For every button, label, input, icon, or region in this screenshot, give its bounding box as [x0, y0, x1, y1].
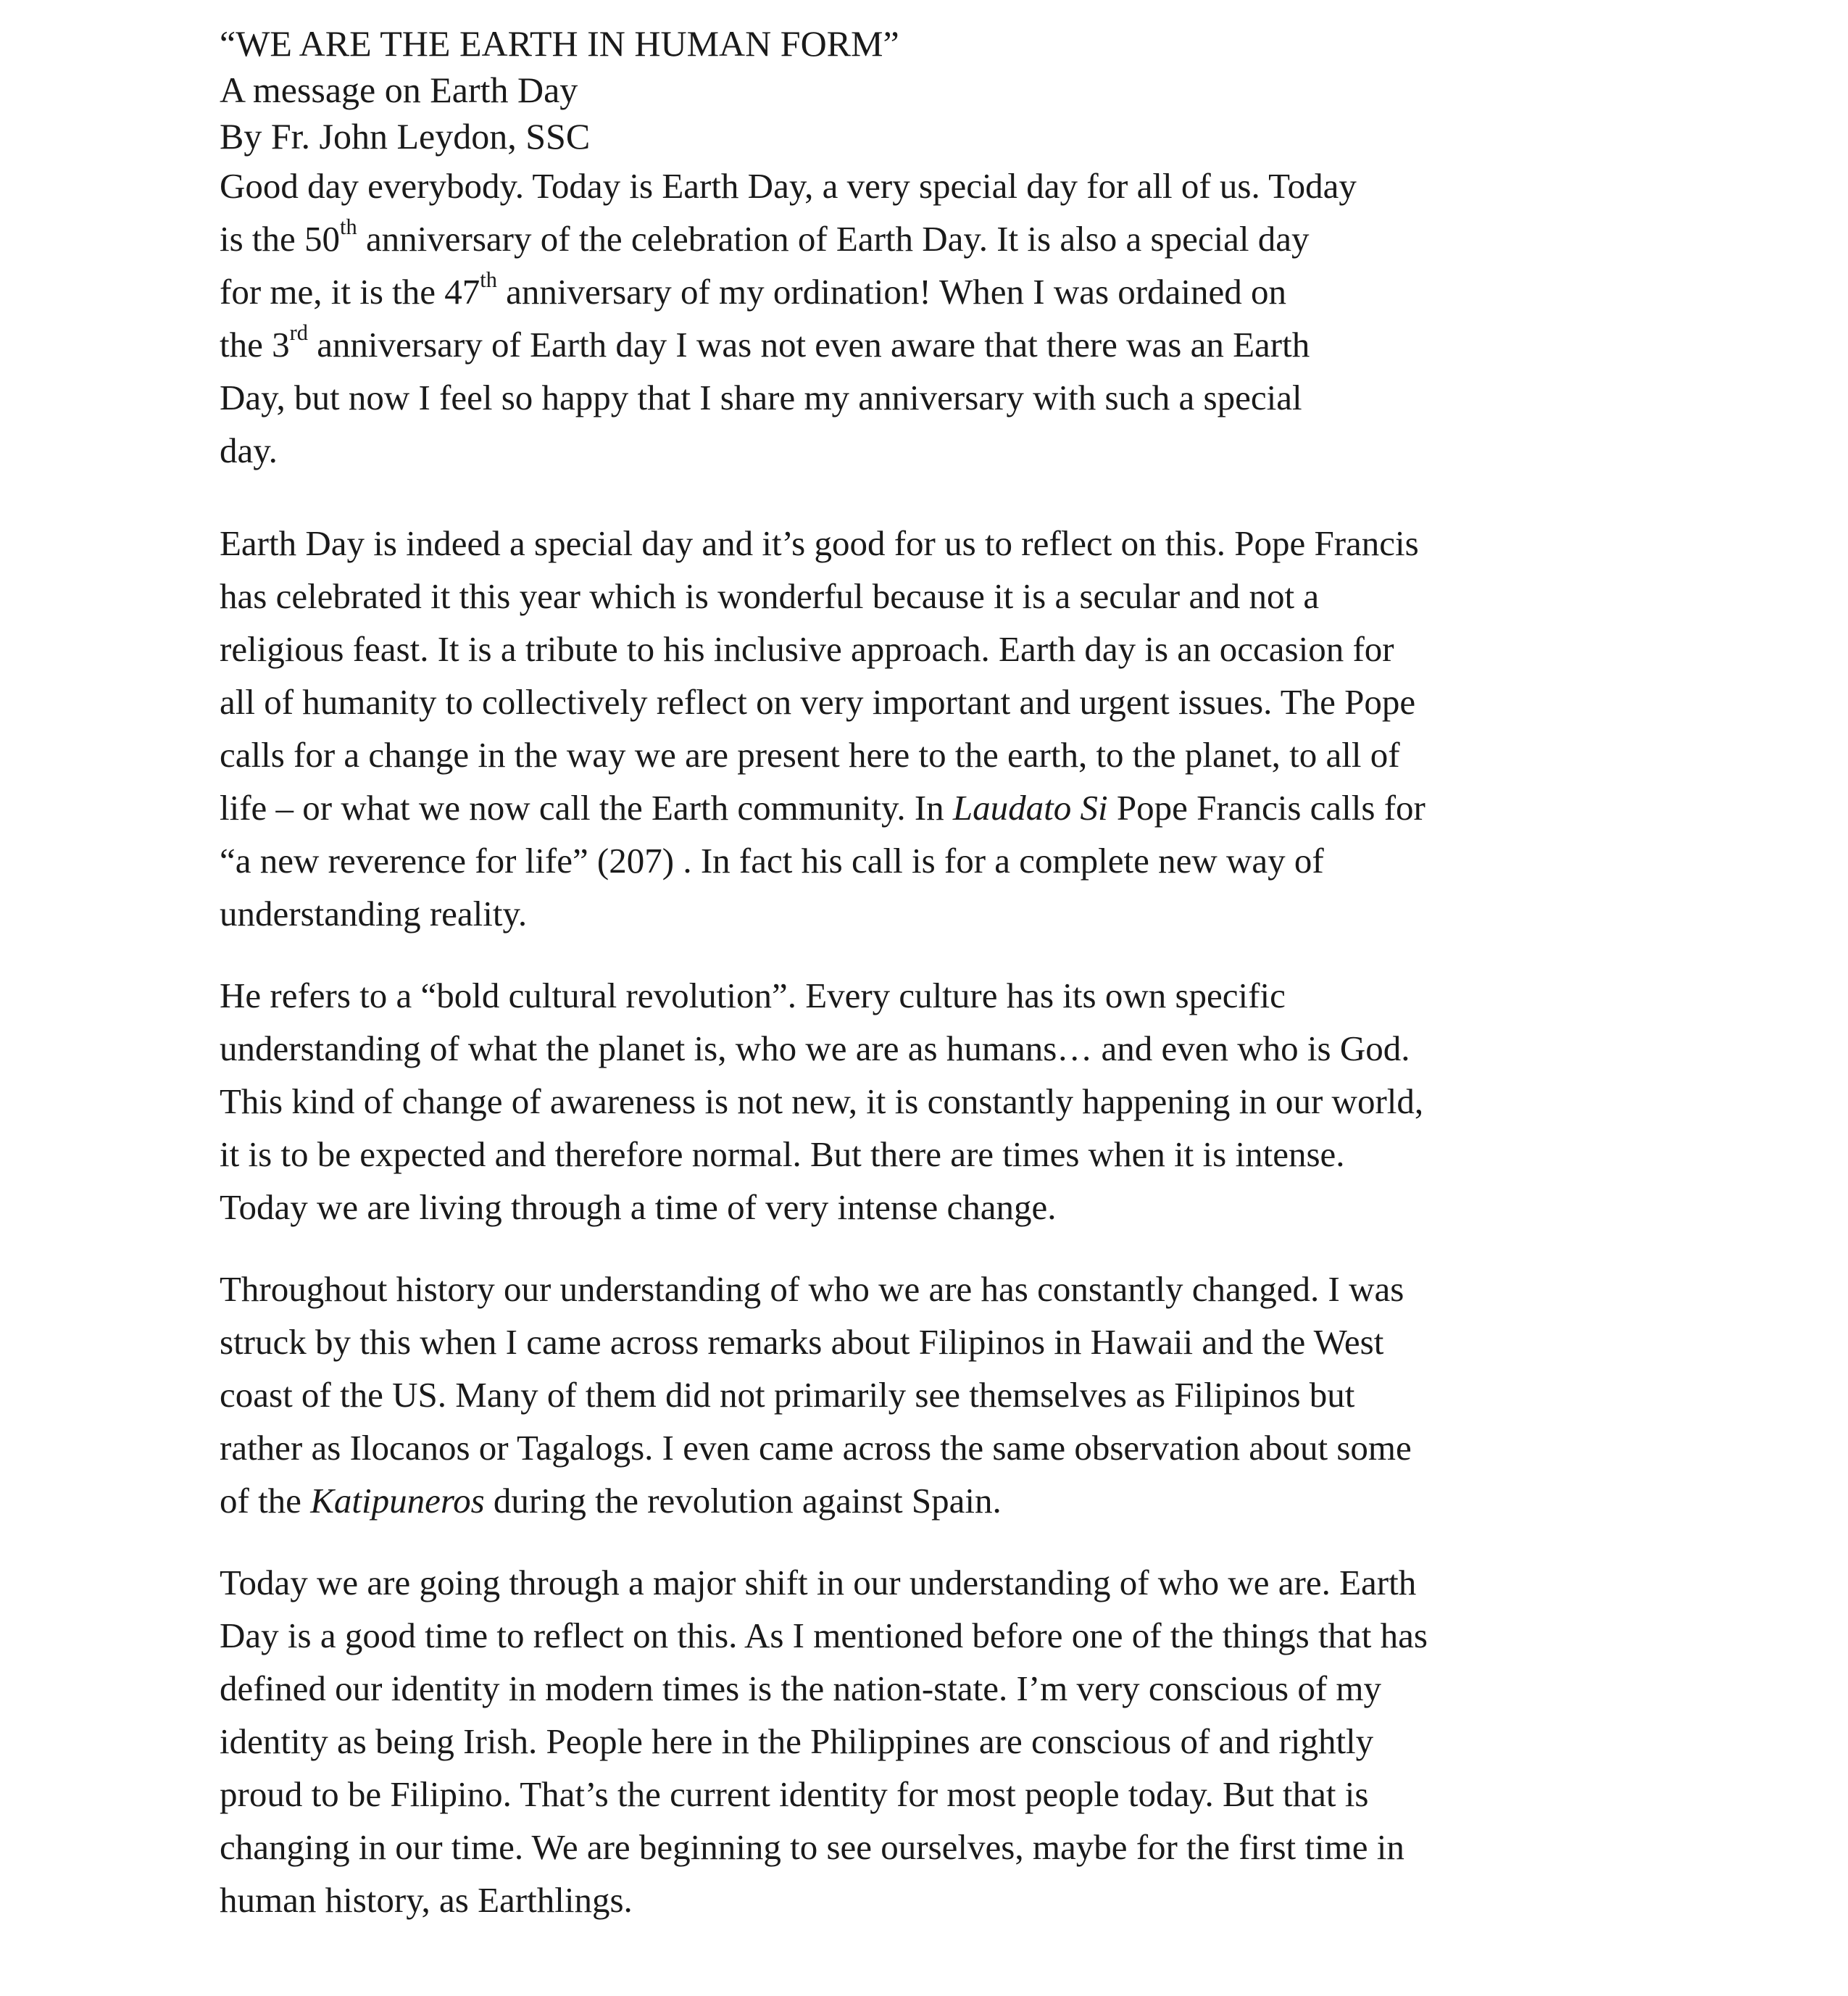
text-line: changing in our time. We are beginning to see ourselves, maybe for the first time in — [220, 1827, 1404, 1867]
text-line: has celebrated it this year which is wonderful because it is a secular and not a — [220, 576, 1320, 616]
text-line: coast of the US. Many of them did not primarily see themselves as Filipinos but — [220, 1375, 1355, 1415]
text-line: Day is a good time to reflect on this. As I mentioned before one of the things that has — [220, 1615, 1428, 1655]
paragraph-cultural-revolution — [220, 969, 1640, 1234]
italic-title: Laudato Si — [952, 788, 1108, 828]
text-line: Good day everybody. Today is Earth Day, a very special day for all of us. Today — [220, 166, 1357, 206]
text-line: Today we are going through a major shift in our understanding of who we are. Earth — [220, 1563, 1417, 1602]
paragraph-identity — [220, 1556, 1640, 1926]
text-line: Today we are living through a time of very intense change. — [220, 1187, 1057, 1227]
text-line: Earth Day is indeed a special day and it’s good for us to reflect on this. Pope Francis — [220, 523, 1419, 563]
text-line: Throughout history our understanding of who we are has constantly changed. I was — [220, 1269, 1404, 1309]
ordinal-suffix: rd — [289, 320, 308, 346]
text-line: rather as Ilocanos or Tagalogs. I even came across the same observation about some — [220, 1428, 1412, 1468]
text-line: day. — [220, 431, 278, 470]
paragraph-intro — [220, 159, 1640, 477]
document-byline: By Fr. John Leydon, SSC — [220, 116, 591, 157]
document-subtitle: A message on Earth Day — [220, 70, 578, 110]
text-line: struck by this when I came across remarks about Filipinos in Hawaii and the West — [220, 1322, 1384, 1362]
document-title: “WE ARE THE EARTH IN HUMAN FORM” — [220, 23, 899, 64]
text-line: understanding of what the planet is, who we are as humans… and even who is God. — [220, 1028, 1410, 1068]
text-line: “a new reverence for life” (207) . In fact his call is for a complete new way of — [220, 841, 1324, 881]
text-line: proud to be Filipino. That’s the current identity for most people today. But that is — [220, 1774, 1369, 1814]
document-header — [220, 20, 1640, 159]
text-line: This kind of change of awareness is not new, it is constantly happening in our world, — [220, 1081, 1424, 1121]
text-line: it is to be expected and therefore normal. But there are times when it is intense. — [220, 1134, 1345, 1174]
text-line: of the Katipuneros during the revolution against Spain. — [220, 1481, 1002, 1521]
text-line: understanding reality. — [220, 894, 528, 933]
text-line: for me, it is the 47th anniversary of my ordination! When I was ordained on — [220, 267, 1286, 312]
ordinal-suffix: th — [340, 215, 357, 240]
text-line: is the 50th anniversary of the celebration of Earth Day. It is also a special day — [220, 215, 1310, 259]
text-line: identity as being Irish. People here in the Philippines are conscious of and rightly — [220, 1721, 1374, 1761]
paragraph-earth-day — [220, 517, 1640, 940]
ordinal-suffix: th — [480, 267, 497, 293]
text-line: the 3rd anniversary of Earth day I was not even aware that there was an Earth — [220, 320, 1310, 365]
text-line: all of humanity to collectively reflect on very important and urgent issues. The Pope — [220, 682, 1416, 722]
paragraph-history — [220, 1263, 1640, 1527]
text-line: calls for a change in the way we are present here to the earth, to the planet, to all of — [220, 735, 1400, 775]
text-line: human history, as Earthlings. — [220, 1880, 633, 1920]
text-line: life – or what we now call the Earth community. In Laudato Si Pope Francis calls for — [220, 788, 1425, 828]
italic-term: Katipuneros — [310, 1481, 485, 1521]
document-page — [220, 20, 1640, 1926]
text-line: Day, but now I feel so happy that I share my anniversary with such a special — [220, 378, 1302, 417]
text-line: defined our identity in modern times is the nation-state. I’m very conscious of my — [220, 1668, 1382, 1708]
text-line: He refers to a “bold cultural revolution”. Every culture has its own specific — [220, 976, 1286, 1015]
text-line: religious feast. It is a tribute to his inclusive approach. Earth day is an occasion for — [220, 629, 1394, 669]
